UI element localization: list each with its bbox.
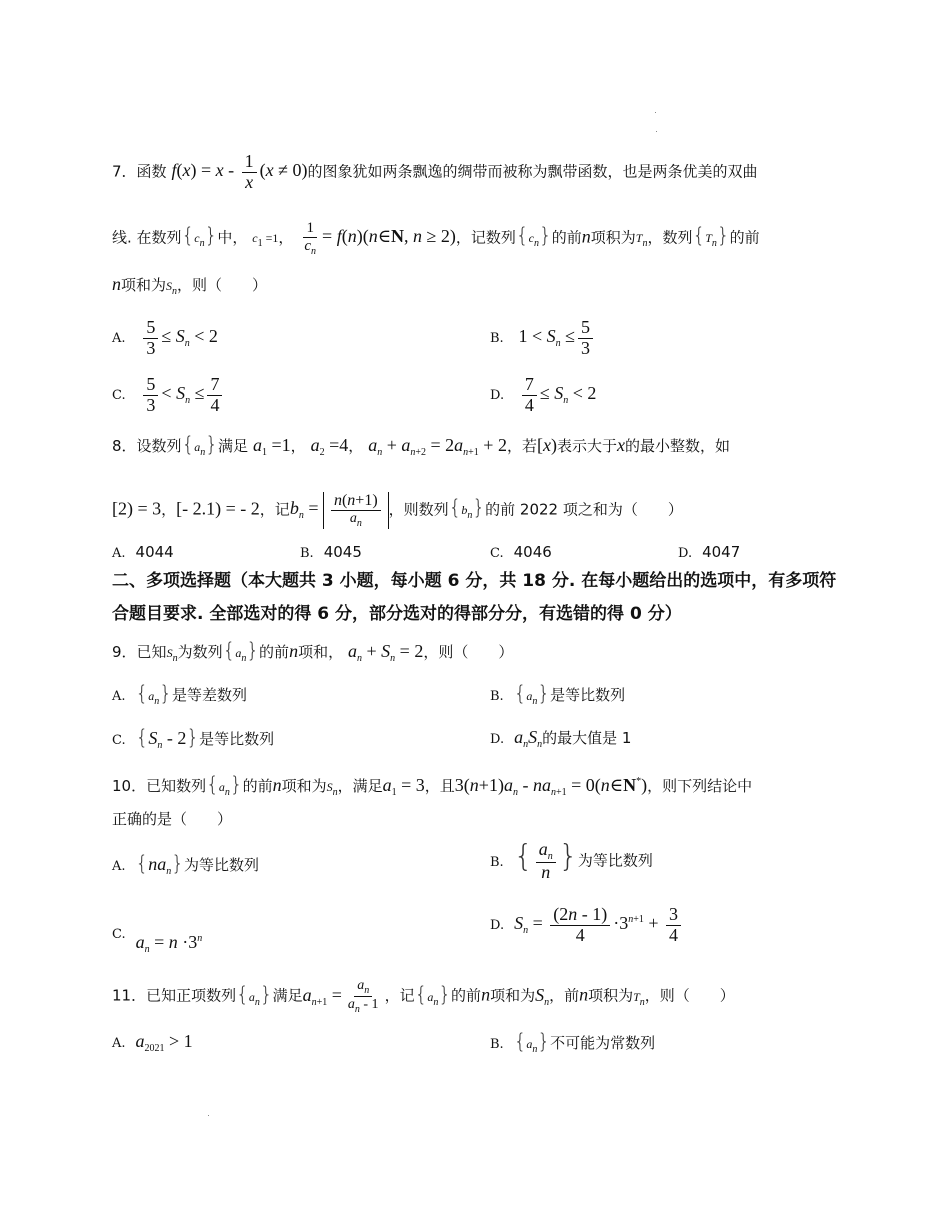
q11-choice-a[interactable] [112,1030,193,1060]
q10-seq-a: $\{a_n\}$ [206,772,243,798]
q8-choice-b-label: B. [300,546,314,561]
q7-seq-c-2: $\{c_n\}$ [515,223,552,250]
q9-choice-d-label: D. [490,732,505,747]
q8-text-1: 设数列 [136,437,182,455]
q11-number: 11． [112,986,147,1005]
q10-n: n [272,775,282,795]
q8-choice-d-text: 4047 [702,543,741,561]
q8-example-2: [- 2.1) = - 2 [176,498,260,519]
q11-seq-a: $\{a_n\}$ [236,981,273,1008]
q7-text-2: 的图象犹如两条飘逸的绸带而被称为飘带函数，也是两条优美的双曲 [307,162,758,181]
q7-choice-b-label: B. [490,331,504,347]
q7-number: 7． [112,162,137,181]
q10-choice-d-label: D. [490,918,505,934]
q8-text-3: ， [290,437,306,455]
q10-choice-a[interactable] [112,852,259,883]
q7-n-2: n [112,274,121,294]
q9-choice-b[interactable] [490,682,625,713]
q10-line-2 [112,808,232,830]
q8-text-6: 表示大于 [556,437,617,455]
q8-text-7: 的最小整数，如 [624,437,730,455]
q7-choice-a-formula: $\frac{5}{3}$ ≤ $S_n < 2$ [140,326,218,346]
q7-line-1 [112,152,758,193]
q10-line-1 [112,771,752,804]
q8-ceil-x: [x) [536,435,557,455]
q7-line-2 [112,220,760,257]
q8-choice-a[interactable] [112,541,174,565]
speck-bottom-left [208,1115,209,1116]
q8-choice-b-text: 4045 [323,543,362,561]
q9-choice-a[interactable] [112,682,247,713]
q11-line-1 [112,978,735,1015]
q8-choice-c[interactable] [490,541,552,565]
q9-text-4: 项和， [298,643,344,661]
q8-choice-c-label: C. [490,546,504,561]
q9-condition: $a_n + S_n = 2$ [348,641,424,664]
q8-text-4: ， [348,437,364,455]
q10-choice-c[interactable] [112,918,203,955]
q9-choice-a-text: 是等差数列 [172,686,248,704]
q7-text-12: ，则（ ） [177,276,268,294]
q7-text-11: 项和为 [121,276,167,294]
q8-seq-a: $\{a_n\}$ [181,432,219,458]
q10-choice-b[interactable] [490,840,653,883]
speck-top-right-1 [655,112,656,113]
q10-text-7: 正确的是（ ） [112,810,233,828]
q7-text-8: 项积为 [590,228,636,247]
q7-choice-d[interactable] [490,375,596,416]
q9-choice-c-label: C. [112,733,126,748]
q8-bn-formula: $b_n$ = $\frac{n(n+1)}{a_n}$ [290,498,389,518]
q10-text-3: 项和为 [281,777,327,795]
q7-choice-c[interactable] [112,375,225,416]
q11-text-1: 已知正项数列 [146,986,237,1005]
q7-text-7: 的前 [551,228,582,247]
q7-choice-b-formula: $1 < S_n$ ≤ $\frac{5}{3}$ [518,326,596,346]
q7-function-formula: f(x) = x - $\frac{1}{x}$ (x ≠ 0) [171,151,308,192]
section-2-header: 二、多项选择题（本大题共 3 小题，每小题 6 分，共 18 分. 在每小题给出的选项中，有多项符合题目要求. 全部选对的得 6 分，部分选对的得部分分，有选错的得 0 分） [112,571,837,624]
q9-Sn: $S_n$ [166,646,178,664]
q8-choice-d-label: D. [678,546,693,561]
q10-choice-a-text: 为等比数列 [184,856,260,874]
q11-choice-a-label: A. [112,1036,126,1051]
q10-choice-b-text: 为等比数列 [577,851,653,870]
q10-choice-b-label: B. [490,854,504,870]
q9-choice-d-text: 的最大值是 1 [542,729,632,747]
q7-Tn: $T_n$ [635,231,648,250]
q10-choice-a-label: A. [112,859,126,874]
q10-choice-d[interactable] [490,905,684,946]
q10-text-2: 的前 [242,777,273,795]
q9-n: n [289,641,299,661]
q7-text-4: 中， [217,228,248,247]
q10-choice-d-formula: $S_n$ = $\frac{(2n - 1)}{4}$ $\cdot 3^{n+1}$ + $\frac{3}{4}$ [514,913,684,933]
q8-number: 8． [112,437,137,455]
q7-choice-c-label: C. [112,388,126,404]
q10-choice-c-formula: $a_n = n \cdot 3^n$ [135,932,203,955]
q10-Sn: $S_n$ [326,780,338,798]
q11-choice-b-seq: $\{a_n\}$ [513,1029,551,1055]
q9-choice-c-text: 是等比数列 [199,730,275,748]
q8-text-5: ，若 [506,437,537,455]
q9-choice-d-expr: $a_nS_n$ [514,727,543,750]
q8-text-9: ，记 [259,500,290,519]
q9-choice-a-seq: $\{a_n\}$ [135,681,172,707]
q11-choice-b-text: 不可能为常数列 [550,1034,656,1052]
q8-seq-b: $\{b_n\}$ [448,495,486,522]
q9-seq-a: $\{a_n\}$ [222,638,260,664]
q8-choice-d[interactable] [678,541,740,565]
q7-text-10: 的前 [729,228,760,247]
q7-choice-d-label: D. [490,388,505,404]
q11-text-5: 项和为 [490,986,536,1005]
q10-number: 10． [112,777,147,795]
q7-choice-b[interactable] [490,318,596,359]
q7-text-3: 线. 在数列 [112,228,182,247]
q11-text-3: ，记 [384,986,415,1005]
q9-choice-c[interactable] [112,726,274,757]
q11-n: n [481,984,491,1005]
q9-text-3: 的前 [259,643,290,661]
q8-a2: $a_2 =4$ [310,435,349,458]
q10-text-6: ，则下列结论中 [647,777,753,795]
q7-line-3 [112,273,267,303]
q10-text-1: 已知数列 [146,777,207,795]
q7-choice-a[interactable] [112,318,218,359]
q7-choice-c-formula: $\frac{5}{3}$ < $S_n$ ≤ $\frac{7}{4}$ [140,383,225,403]
q7-choice-a-label: A. [112,331,126,347]
q10-text-4: ，满足 [337,777,383,795]
q7-choice-d-formula: $\frac{7}{4}$ ≤ $S_n < 2$ [519,383,597,403]
q10-text-5: ，且 [424,777,455,795]
q8-a1: $a_1 =1$ [252,435,291,458]
q9-number: 9． [112,643,137,661]
q9-text-5: ，则（ ） [423,643,514,661]
q11-text-4: 的前 [451,986,482,1005]
q11-text-8: ，则（ ） [644,986,735,1005]
q7-Sn: $S_n$ [166,279,178,297]
q7-n: n [581,226,591,247]
q9-choice-a-label: A. [112,689,126,704]
q9-choice-c-seq: $\{S_n - 2\}$ [135,725,200,751]
q10-choice-a-seq: $\{na_n\}$ [135,851,184,877]
q9-choice-b-text: 是等比数列 [550,686,626,704]
q11-text-7: 项积为 [588,986,634,1005]
q11-recurrence: $a_{n+1}$ = $\frac{a_n}{a_n - 1}$ [302,978,379,1015]
q11-Tn: $T_n$ [633,989,645,1008]
q7-seq-c: $\{c_n\}$ [181,223,218,250]
q10-choice-c-label: C. [112,927,126,942]
q8-example-1: [2) = 3 [112,498,162,519]
q8-text-10: ，则数列 [388,500,449,519]
q8-choice-c-text: 4046 [513,543,552,561]
q9-line-1 [112,639,513,670]
q8-choice-a-label: A. [112,546,126,561]
q11-choice-b-label: B. [490,1037,504,1052]
q11-seq-a-2: $\{a_n\}$ [414,981,452,1008]
q8-x: x [616,435,625,455]
q7-text-5: ， [278,228,294,247]
q11-Sn: $S_n$ [535,984,550,1008]
q7-text-9: ，数列 [647,228,693,247]
q9-choice-b-label: B. [490,689,504,704]
q9-text-2: 为数列 [177,643,223,661]
q8-text-8: ， [161,500,177,519]
q8-line-2 [112,492,683,529]
q11-text-2: 满足 [272,986,303,1005]
q7-text-6: ，记数列 [455,228,516,247]
q8-choice-a-text: 4044 [135,543,174,561]
q7-text-1: 函数 [136,162,167,181]
q9-text-1: 已知 [136,643,167,661]
q8-choice-b[interactable] [300,541,362,565]
q10-choice-b-seq: { $\frac{a_n}{n}$ } [513,838,578,882]
q11-choice-a-formula: $a_{2021} > 1$ [135,1031,193,1054]
q8-recurrence: $a_n + a_{n+2} = 2a_{n+1} + 2$ [368,435,507,458]
q7-c1: $c_1 =1$ [252,231,279,250]
q8-text-11: 的前 2022 项之和为（ ） [485,500,683,519]
q11-n-2: n [579,984,589,1005]
q8-line-1 [112,433,730,464]
q7-recurrence: $\frac{1}{c_n}$ = f(n)(n∈N, n ≥ 2) [304,220,456,257]
q9-choice-b-seq: $\{a_n\}$ [513,681,551,707]
q7-seq-T: $\{T_n\}$ [692,223,730,250]
q11-choice-b[interactable] [490,1030,655,1061]
q10-a1: $a_1 = 3$ [382,775,425,798]
q10-recurrence: $3(n+1)a_n - na_{n+1}$ = 0(n∈N*) [454,775,648,798]
q9-choice-d[interactable] [490,726,631,756]
q8-text-2: 满足 [218,437,249,455]
q11-text-6: ，前 [549,986,580,1005]
speck-top-right-2 [656,131,657,132]
